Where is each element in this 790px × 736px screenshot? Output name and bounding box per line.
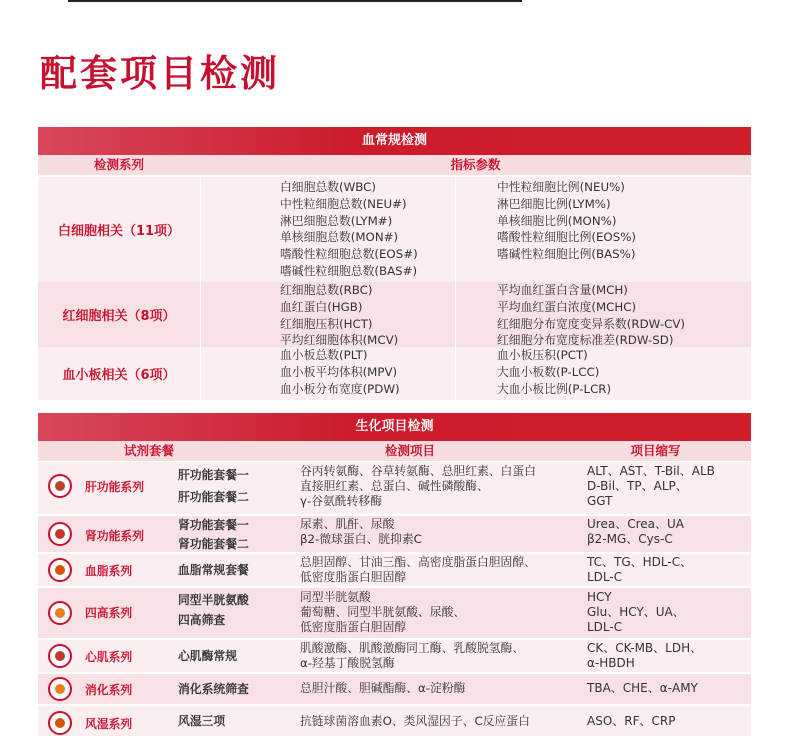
bio-row bbox=[38, 588, 751, 638]
bio-row bbox=[38, 516, 751, 552]
bio-series-name: 四高系列 bbox=[85, 606, 133, 620]
cbc-header-params: 指标参数 bbox=[450, 157, 501, 172]
bio-package-list bbox=[178, 561, 249, 580]
bio-package: 心肌酶常规 bbox=[178, 649, 237, 663]
param-item: 单核细胞总数(MON#) bbox=[280, 230, 399, 245]
column-divider bbox=[455, 347, 456, 400]
param-item: 平均红细胞体积(MCV) bbox=[280, 333, 399, 348]
cbc-params-right bbox=[497, 179, 636, 263]
blood-vessel-icon bbox=[48, 558, 72, 582]
bio-package: 肾功能套餐二 bbox=[178, 537, 249, 551]
param-item: 中性粒细胞比例(NEU%) bbox=[497, 180, 625, 194]
bio-header-package: 试剂套餐 bbox=[123, 443, 174, 458]
bio-items-list bbox=[300, 590, 465, 635]
bio-series-name: 肾功能系列 bbox=[85, 529, 144, 543]
bio-package: 肝功能套餐一 bbox=[178, 468, 249, 482]
bio-abbr-list bbox=[587, 590, 685, 635]
bio-abbr-list bbox=[587, 641, 702, 671]
bio-package-list bbox=[178, 647, 237, 666]
bio-row bbox=[38, 554, 751, 586]
bio-abbr-line: ASO、RF、CRP bbox=[587, 714, 676, 728]
bio-item-line: γ-谷氨酰转移酶 bbox=[300, 494, 383, 508]
bio-item-line: α-羟基丁酸脱氢酶 bbox=[300, 656, 395, 670]
icon-fill bbox=[55, 481, 65, 491]
bio-item-line: 抗链球菌溶血素O、类风湿因子、C反应蛋白 bbox=[300, 714, 530, 728]
bio-package-list bbox=[178, 680, 249, 699]
bio-row bbox=[38, 706, 751, 736]
bio-abbr-list bbox=[587, 517, 684, 547]
bio-section-title: 生化项目检测 bbox=[355, 419, 434, 434]
bio-abbr-line: D-Bil、TP、ALP、 bbox=[587, 479, 688, 493]
medicine-icon bbox=[48, 601, 72, 625]
bio-item-line: β2-微球蛋白、胱抑素C bbox=[300, 532, 422, 546]
cbc-params-right bbox=[497, 282, 685, 349]
param-item: 大血小板比例(P-LCR) bbox=[497, 381, 612, 396]
param-item: 红细胞压积(HCT) bbox=[280, 316, 373, 331]
bio-row bbox=[38, 462, 751, 514]
icon-fill bbox=[55, 651, 65, 661]
bio-items-list bbox=[300, 641, 524, 671]
cbc-group-wbc bbox=[38, 177, 751, 282]
bio-package: 肾功能套餐一 bbox=[178, 518, 249, 532]
cbc-header-series: 检测系列 bbox=[93, 157, 144, 172]
bio-package-list bbox=[178, 712, 225, 731]
column-divider bbox=[200, 177, 201, 282]
cbc-params-left bbox=[280, 179, 418, 280]
bio-abbr-line: TBA、CHE、α-AMY bbox=[587, 681, 698, 695]
param-item: 嗜碱性粒细胞总数(BAS#) bbox=[280, 263, 418, 278]
param-item: 红细胞分布宽度变异系数(RDW-CV) bbox=[497, 316, 686, 331]
cbc-group-rbc bbox=[38, 282, 751, 347]
kidney-icon bbox=[48, 522, 72, 546]
bio-row bbox=[38, 640, 751, 672]
cbc-group-plt bbox=[38, 347, 751, 400]
bio-items-list bbox=[300, 555, 536, 585]
column-divider bbox=[200, 282, 201, 347]
param-item: 嗜酸性粒细胞总数(EOS#) bbox=[280, 247, 418, 262]
bio-items-list bbox=[300, 464, 536, 509]
bio-abbr-line: α-HBDH bbox=[587, 656, 635, 670]
top-divider bbox=[68, 0, 522, 2]
icon-fill bbox=[55, 608, 65, 618]
param-item: 嗜酸性粒细胞比例(EOS%) bbox=[497, 230, 637, 245]
bio-item-line: 葡萄糖、同型半胱氨酸、尿酸、 bbox=[300, 605, 466, 619]
bio-abbr-line: LDL-C bbox=[587, 570, 623, 584]
cbc-section-title: 血常规检测 bbox=[361, 133, 427, 148]
column-divider bbox=[200, 347, 201, 400]
column-divider bbox=[455, 177, 456, 282]
bio-item-line: 肌酸激酶、肌酸激酶同工酶、乳酸脱氢酶、 bbox=[300, 641, 525, 655]
bio-header-row bbox=[38, 441, 751, 461]
cbc-section-bar bbox=[38, 127, 751, 155]
bio-item-line: 同型半胱氨酸 bbox=[300, 590, 371, 604]
bio-package: 风湿三项 bbox=[178, 714, 226, 728]
param-item: 平均血红蛋白浓度(MCHC) bbox=[497, 299, 637, 314]
bio-item-line: 尿素、肌酐、尿酸 bbox=[300, 517, 395, 531]
bio-package: 同型半胱氨酸 bbox=[178, 593, 249, 607]
param-item: 淋巴细胞总数(LYM#) bbox=[280, 213, 393, 228]
bio-package: 肝功能套餐二 bbox=[178, 490, 249, 504]
bio-abbr-list bbox=[587, 681, 698, 696]
bio-series-name: 心肌系列 bbox=[85, 650, 133, 664]
bio-item-line: 低密度脂蛋白胆固醇 bbox=[300, 570, 407, 584]
heart-icon bbox=[48, 644, 72, 668]
cbc-params-left bbox=[280, 347, 400, 397]
param-item: 中性粒细胞总数(NEU#) bbox=[280, 196, 407, 211]
bio-series-name: 肝功能系列 bbox=[85, 480, 144, 494]
bio-package: 四高筛查 bbox=[178, 613, 226, 627]
bio-item-line: 总胆汁酸、胆碱酯酶、α-淀粉酶 bbox=[300, 681, 466, 695]
column-divider bbox=[455, 282, 456, 347]
bio-package-list bbox=[178, 590, 249, 630]
param-item: 平均血红蛋白含量(MCH) bbox=[497, 283, 628, 297]
bio-series-name: 血脂系列 bbox=[85, 564, 133, 578]
bio-abbr-list bbox=[587, 464, 715, 509]
param-item: 大血小板数(P-LCC) bbox=[497, 364, 600, 379]
param-item: 白细胞总数(WBC) bbox=[280, 180, 376, 194]
param-item: 单核细胞比例(MON%) bbox=[497, 213, 617, 228]
bio-item-line: 低密度脂蛋白胆固醇 bbox=[300, 620, 407, 634]
cbc-params-left bbox=[280, 282, 398, 349]
param-item: 血小板分布宽度(PDW) bbox=[280, 381, 400, 396]
cbc-group-name: 白细胞相关（11项） bbox=[57, 224, 181, 239]
bio-package-list bbox=[178, 516, 249, 554]
icon-fill bbox=[55, 529, 65, 539]
bio-abbr-list bbox=[587, 555, 692, 585]
bio-item-line: 直接胆红素、总蛋白、碱性磷酸酶、 bbox=[300, 479, 489, 493]
bio-abbr-line: HCY bbox=[587, 590, 612, 604]
bio-package-list bbox=[178, 464, 249, 508]
cbc-params-right bbox=[497, 347, 611, 397]
param-item: 红细胞分布宽度标准差(RDW-SD) bbox=[497, 333, 674, 348]
bio-items-list bbox=[300, 681, 465, 696]
bio-series-name: 消化系列 bbox=[85, 683, 133, 697]
bio-item-line: 总胆固醇、甘油三酯、高密度脂蛋白胆固醇、 bbox=[300, 555, 536, 569]
bio-abbr-line: ALT、AST、T-Bil、ALB bbox=[587, 464, 715, 478]
page-title: 配套项目检测 bbox=[40, 52, 280, 95]
cbc-header-row bbox=[38, 155, 751, 175]
bio-package: 消化系统筛查 bbox=[178, 682, 249, 696]
param-item: 红细胞总数(RBC) bbox=[280, 283, 373, 297]
bio-abbr-line: β2-MG、Cys-C bbox=[587, 532, 673, 546]
param-item: 血小板压积(PCT) bbox=[497, 348, 588, 362]
bio-abbr-line: Glu、HCY、UA、 bbox=[587, 605, 685, 619]
bio-header-items: 检测项目 bbox=[384, 443, 435, 458]
icon-fill bbox=[55, 565, 65, 575]
bio-abbr-line: LDL-C bbox=[587, 620, 623, 634]
bio-abbr-line: Urea、Crea、UA bbox=[587, 517, 684, 531]
bio-package: 血脂常规套餐 bbox=[178, 563, 249, 577]
cbc-group-name: 红细胞相关（8项） bbox=[62, 309, 176, 324]
icon-fill bbox=[55, 684, 65, 694]
param-item: 血小板总数(PLT) bbox=[280, 348, 368, 362]
param-item: 淋巴细胞比例(LYM%) bbox=[497, 196, 611, 211]
bio-items-list bbox=[300, 714, 530, 729]
bio-header-abbr: 项目缩写 bbox=[630, 443, 681, 458]
liver-icon bbox=[48, 474, 72, 498]
cbc-group-name: 血小板相关（6项） bbox=[62, 368, 176, 383]
bio-series-name: 风湿系列 bbox=[85, 717, 133, 731]
bio-section-bar bbox=[38, 413, 751, 441]
joint-icon bbox=[48, 711, 72, 735]
param-item: 血红蛋白(HGB) bbox=[280, 299, 363, 314]
icon-fill bbox=[55, 718, 65, 728]
bio-abbr-line: GGT bbox=[587, 494, 613, 508]
bio-item-line: 谷丙转氨酶、谷草转氨酶、总胆红素、白蛋白 bbox=[300, 464, 536, 478]
bio-row bbox=[38, 674, 751, 704]
stomach-icon bbox=[48, 677, 72, 701]
bio-abbr-list bbox=[587, 714, 675, 729]
param-item: 血小板平均体积(MPV) bbox=[280, 364, 398, 379]
bio-abbr-line: CK、CK-MB、LDH、 bbox=[587, 641, 703, 655]
bio-items-list bbox=[300, 517, 422, 547]
param-item: 嗜碱性粒细胞比例(BAS%) bbox=[497, 247, 636, 262]
bio-abbr-line: TC、TG、HDL-C、 bbox=[587, 555, 693, 569]
